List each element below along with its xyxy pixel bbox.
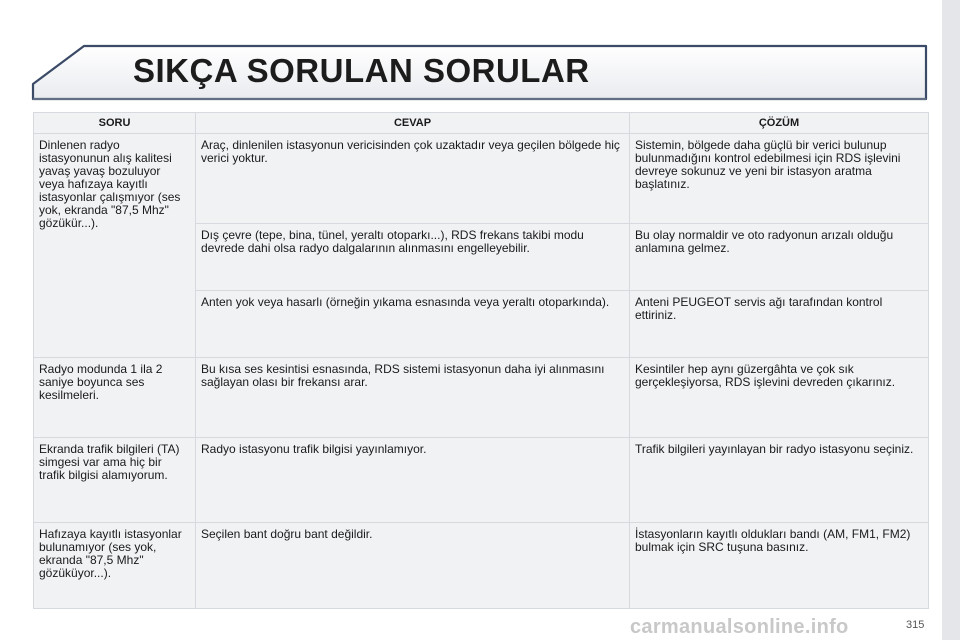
- table-row: [34, 523, 929, 609]
- table-row: [34, 358, 929, 438]
- page-title: SIKÇA SORULAN SORULAR: [133, 52, 590, 89]
- header-answer: CEVAP: [196, 113, 630, 134]
- answer-cell: Seçilen bant doğru bant değildir.: [196, 523, 630, 609]
- solution-cell: Trafik bilgileri yayınlayan bir radyo istasyonu seçiniz.: [630, 438, 929, 523]
- question-cell: Radyo modunda 1 ila 2 saniye boyunca ses kesilmeleri.: [34, 358, 196, 438]
- question-cell: Dinlenen radyo istasyonunun alış kalitesi yavaş yavaş bozuluyor veya hafızaya kayıtlı istasyonlar çalışmıyor (ses yok, ekranda "87,5 Mhz" gözükür...).: [34, 134, 196, 358]
- answer-cell: Anten yok veya hasarlı (örneğin yıkama esnasında veya yeraltı otoparkında).: [196, 291, 630, 358]
- answer-cell: Dış çevre (tepe, bina, tünel, yeraltı otoparkı...), RDS frekans takibi modu devrede dahi olsa radyo dalgalarının alınmasını engelleyebilir.: [196, 224, 630, 291]
- table-row: [34, 438, 929, 523]
- question-cell: Ekranda trafik bilgileri (TA) simgesi var ama hiç bir trafik bilgisi alamıyorum.: [34, 438, 196, 523]
- solution-cell: Kesintiler hep aynı güzergâhta ve çok sık gerçekleşiyorsa, RDS işlevini devreden çıkarınız.: [630, 358, 929, 438]
- answer-cell: Araç, dinlenilen istasyonun vericisinden çok uzaktadır veya geçilen bölgede hiç verici yoktur.: [196, 134, 630, 224]
- solution-cell: Sistemin, bölgede daha güçlü bir verici bulunup bulunmadığını kontrol edebilmesi için RDS işlevini devreye sokunuz ve yeni bir istasyon aratma başlatınız.: [630, 134, 929, 224]
- table-row: [34, 134, 929, 224]
- question-cell: Hafızaya kayıtlı istasyonlar bulunamıyor (ses yok, ekranda "87,5 Mhz" gözüküyor...).: [34, 523, 196, 609]
- header-solution: ÇÖZÜM: [630, 113, 929, 134]
- answer-cell: Radyo istasyonu trafik bilgisi yayınlamıyor.: [196, 438, 630, 523]
- solution-cell: Anteni PEUGEOT servis ağı tarafından kontrol ettiriniz.: [630, 291, 929, 358]
- solution-cell: Bu olay normaldir ve oto radyonun arızalı olduğu anlamına gelmez.: [630, 224, 929, 291]
- answer-cell: Bu kısa ses kesintisi esnasında, RDS sistemi istasyonun daha iyi alınmasını sağlayan olası bir frekansı arar.: [196, 358, 630, 438]
- header-question: SORU: [34, 113, 196, 134]
- page-number: 315: [906, 619, 925, 631]
- table-header-row: [34, 113, 929, 134]
- faq-table: [33, 112, 929, 609]
- solution-cell: İstasyonların kayıtlı oldukları bandı (AM, FM1, FM2) bulmak için SRC tuşuna basınız.: [630, 523, 929, 609]
- watermark: carmanualsonline.info: [630, 616, 849, 638]
